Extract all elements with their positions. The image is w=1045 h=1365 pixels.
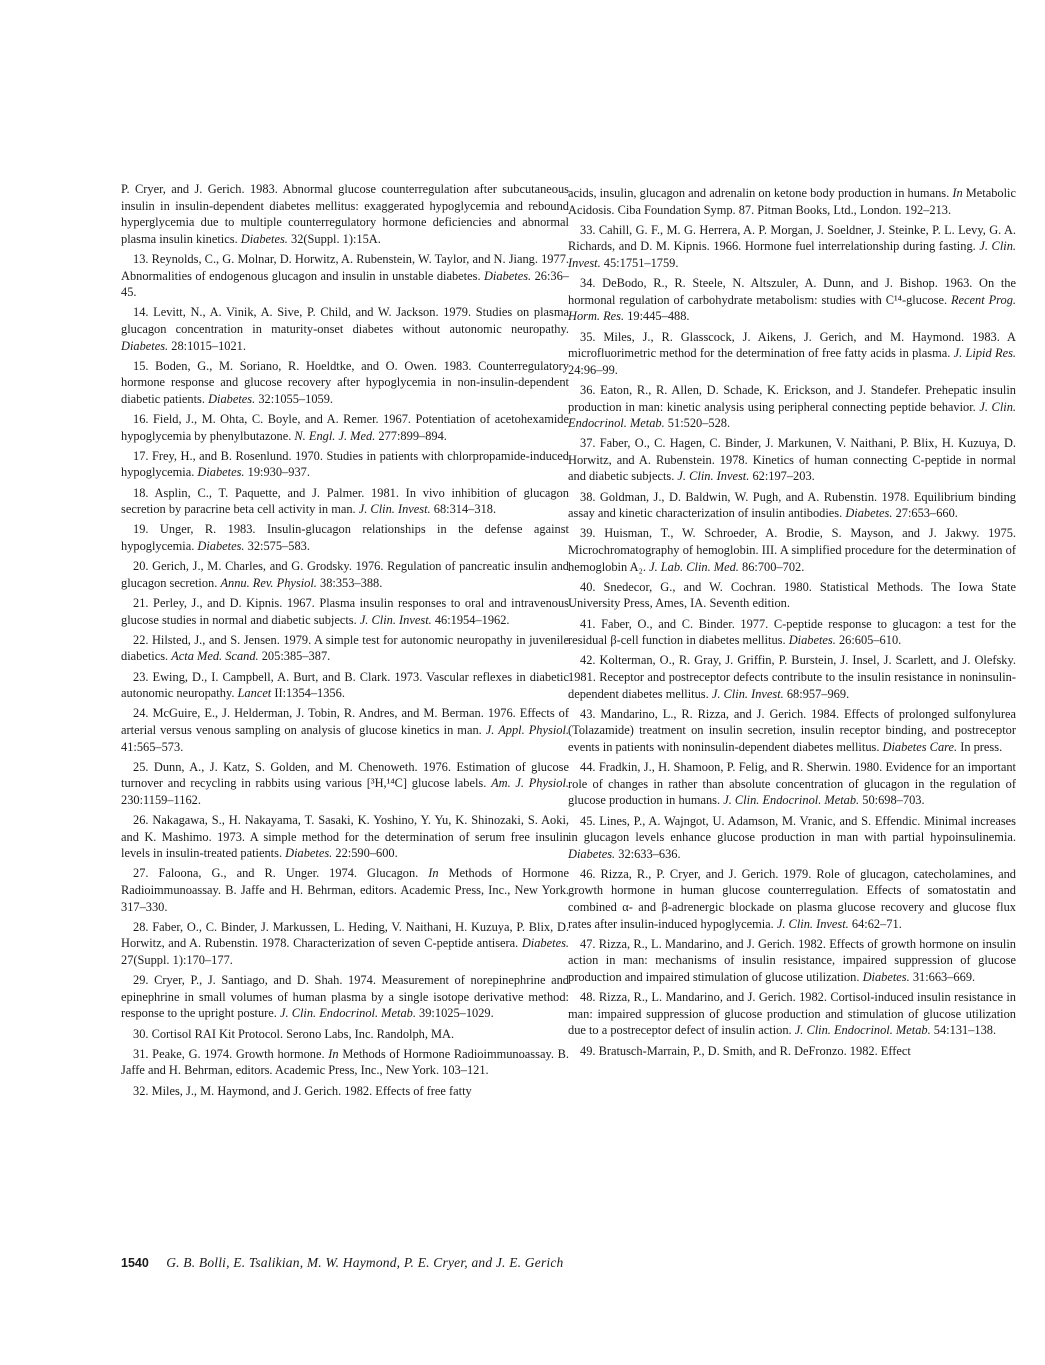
reference-entry: [121, 919, 569, 969]
reference-entry: [121, 669, 569, 702]
reference-text: 50:698–703.: [859, 793, 925, 808]
reference-journal: N. Engl. J. Med.: [294, 428, 376, 443]
reference-text: 48. Rizza, R., L. Mandarino, and J. Gerich. 1982. Cortisol-induced insulin resistance in man: impaired suppression of glucose production and stimulation of glucose utilization due to a postreceptor defect of insulin action.: [568, 990, 1016, 1038]
reference-text: 33. Cahill, G. F., M. G. Herrera, A. P. Morgan, J. Soeldner, J. Steinke, P. L. Levy, G. A. Richards, and D. M. Kipnis. 1966. Hormone fuel interrelationship during fasting.: [568, 222, 1016, 254]
reference-entry: [568, 185, 1016, 218]
reference-text: 29. Cryer, P., J. Santiago, and D. Shah. 1974. Measurement of norepinephrine and epinephrine in small volumes of human plasma by a single isotope derivative method: response to the upright posture.: [121, 973, 569, 1021]
reference-text: 23. Ewing, D., I. Campbell, A. Burt, and B. Clark. 1973. Vascular reflexes in diabetic autonomic neuropathy.: [121, 669, 569, 701]
reference-journal: Acta Med. Scand.: [171, 649, 259, 664]
reference-text: 38:353–388.: [316, 575, 383, 590]
reference-text: 64:62–71.: [848, 916, 902, 931]
reference-entry: [568, 866, 1016, 932]
reference-journal: J. Clin. Invest.: [776, 916, 849, 931]
reference-journal: J. Clin. Endocrinol. Metab.: [280, 1006, 416, 1021]
reference-text: 24:96–99.: [568, 362, 618, 377]
reference-journal: Diabetes.: [845, 506, 893, 521]
reference-text: 36. Eaton, R., R. Allen, D. Schade, K. Erickson, and J. Standefer. Prehepatic insulin production in man: kinetic analysis using peripheral connecting peptide behavior.: [568, 382, 1016, 414]
reference-entry: [568, 759, 1016, 809]
reference-journal: Recent Prog. Horm. Res.: [568, 292, 1016, 324]
reference-text: 49. Bratusch-Marrain, P., D. Smith, and R. DeFronzo. 1982. Effect: [580, 1043, 911, 1058]
reference-journal: Diabetes.: [483, 268, 532, 283]
reference-text: 34. DeBodo, R., R. Steele, N. Altszuler, A. Dunn, and J. Bishop. 1963. On the hormonal regulation of carbohydrate metabolism: studies with C¹⁴-glucose.: [568, 276, 1016, 307]
reference-entry: [568, 382, 1016, 432]
reference-entry: [568, 813, 1016, 863]
reference-journal: J. Lipid Res.: [953, 346, 1016, 361]
reference-entry: [121, 251, 569, 301]
reference-text: 24. McGuire, E., J. Helderman, J. Tobin, R. Andres, and M. Berman. 1976. Effects of arterial versus venous sampling on analysis of glucose kinetics in man.: [121, 706, 569, 737]
reference-text: 68:314–318.: [430, 502, 497, 517]
reference-entry: [121, 1083, 569, 1100]
reference-journal: J. Appl. Physiol.: [485, 722, 569, 737]
reference-text: 32(Suppl. 1):15A.: [287, 231, 381, 246]
reference-text: 14. Levitt, N., A. Vinik, A. Sive, P. Child, and W. Jackson. 1979. Studies on plasma glucagon concentration in maturity-onset diabetes without autonomic neuropathy.: [121, 305, 569, 336]
reference-text: 17. Frey, H., and B. Rosenlund. 1970. Studies in patients with chlorpropamide-induced hypoglycemia.: [121, 448, 569, 480]
reference-journal: Annu. Rev. Physiol.: [220, 575, 317, 590]
reference-text: 40. Snedecor, G., and W. Cochran. 1980. Statistical Methods. The Iowa State University Press, Ames, IA. Seventh edition.: [568, 579, 1016, 611]
reference-text: 32:1055–1059.: [255, 391, 334, 406]
reference-entry: [568, 329, 1016, 379]
reference-entry: [121, 865, 569, 915]
reference-text: 42. Kolterman, O., R. Gray, J. Griffin, P. Burstein, J. Insel, J. Scarlett, and J. Olefsky. 1981. Receptor and postreceptor defects contribute to the insulin resistance in noninsulin-dependent diabetes mellitus.: [568, 653, 1016, 701]
reference-text: 62:197–203.: [749, 469, 815, 484]
reference-text: In press.: [957, 739, 1003, 754]
reference-entry: [568, 616, 1016, 649]
reference-entry: [121, 558, 569, 591]
reference-entry: [568, 579, 1016, 612]
reference-journal: Diabetes.: [240, 231, 288, 246]
reference-column-right: [568, 185, 1016, 1063]
reference-text: 26:605–610.: [835, 633, 902, 648]
reference-journal: In: [428, 866, 439, 881]
reference-journal: Diabetes.: [197, 539, 245, 554]
reference-entry: [121, 448, 569, 481]
reference-text: 45. Lines, P., A. Wajngot, U. Adamson, M. Vranic, and S. Effendic. Minimal increases in glucagon levels enhance glucose production in man with partial hypoinsulinemia.: [568, 813, 1016, 845]
reference-journal: Am. J. Physiol.: [491, 776, 569, 791]
reference-entry: [568, 936, 1016, 986]
reference-journal: J. Clin. Invest.: [359, 612, 432, 627]
reference-text: 22. Hilsted, J., and S. Jensen. 1979. A simple test for autonomic neuropathy in juvenile diabetics.: [121, 632, 569, 664]
reference-journal: Diabetes.: [197, 465, 245, 480]
reference-text: 43. Mandarino, L., R. Rizza, and J. Gerich. 1984. Effects of prolonged sulfonylurea (Tolazamide) treatment on insulin secretion, insulin receptor binding, and postreceptor events in patients with noninsulin-dependent diabetes mellitus.: [568, 706, 1016, 754]
reference-text: Methods of Hormone Radioimmunoassay. B. Jaffe and H. Behrman, editors. Academic Press, Inc., New York. 103–121.: [121, 1046, 569, 1078]
reference-text: 19. Unger, R. 1983. Insulin-glucagon relationships in the defense against hypoglycemia.: [121, 522, 569, 554]
reference-text: P. Cryer, and J. Gerich. 1983. Abnormal glucose counterregulation after subcutaneous insulin in insulin-dependent diabetes mellitus: exaggerated hypoglycemia and rebound hyperglycemia due to multiple counterregulatory hormone deficiencies and abnormal plasma insulin kinetics.: [121, 182, 569, 246]
reference-journal: Diabetes.: [568, 846, 616, 861]
reference-text: 44. Fradkin, J., H. Shamoon, P. Felig, and R. Sherwin. 1980. Evidence for an important role of changes in rather than absolute concentration of glucagon in the regulation of glucose production in humans.: [568, 760, 1016, 808]
reference-entry: [121, 304, 569, 354]
reference-text: 32. Miles, J., M. Haymond, and J. Gerich. 1982. Effects of free fatty: [133, 1083, 472, 1098]
reference-journal: Diabetes.: [208, 391, 256, 406]
reference-text: 13. Reynolds, C., G. Molnar, D. Horwitz, A. Rubenstein, W. Taylor, and N. Jiang. 1977. Abnormalities of endogenous glucagon and insulin in unstable diabetes.: [121, 251, 569, 283]
reference-text: 27. Faloona, G., and R. Unger. 1974. Glucagon.: [133, 866, 429, 881]
reference-journal: J. Clin. Endocrinol. Metab.: [794, 1023, 931, 1038]
reference-text: 26:36–45.: [121, 268, 569, 300]
reference-journal: Diabetes.: [862, 970, 910, 985]
reference-text: 37. Faber, O., C. Hagen, C. Binder, J. Markunen, V. Naithani, P. Blix, H. Kuzuya, D. Horwitz, and A. Rubenstein. 1978. Kinetics of human connecting C-peptide in normal and diabetic subjects.: [568, 436, 1016, 484]
reference-text: 86:700–702.: [738, 559, 805, 574]
reference-text: 46:1954–1962.: [431, 612, 510, 627]
reference-entry: [568, 525, 1016, 575]
reference-column-left: [121, 181, 569, 1103]
reference-text: 28:1015–1021.: [168, 338, 246, 353]
reference-text: 47. Rizza, R., L. Mandarino, and J. Gerich. 1982. Effects of growth hormone on insulin action in man: mechanisms of insulin resistance, impaired suppression of glucose production and impaired stimulation of glucose utilization.: [568, 936, 1016, 985]
reference-entry: [121, 812, 569, 862]
reference-text: 25. Dunn, A., J. Katz, S. Golden, and M. Chenoweth. 1976. Estimation of glucose turnover and recycling in rabbits using various [³H,¹⁴C] glucose labels.: [121, 759, 569, 791]
reference-text: 39:1025–1029.: [415, 1006, 494, 1021]
reference-text: 15. Boden, G., M. Soriano, R. Hoeldtke, and O. Owen. 1983. Counterregulatory hormone response and glucose recovery after hypoglycemia in non-insulin-dependent diabetic patients.: [121, 358, 569, 406]
reference-journal: Diabetes.: [788, 633, 836, 648]
reference-text: 277:899–894.: [375, 428, 447, 443]
reference-text: Methods of Hormone Radioimmunoassay. B. Jaffe and H. Behrman, editors. Academic Press, Inc., New York. 317–330.: [121, 866, 569, 914]
reference-text: 32:633–636.: [615, 846, 681, 861]
reference-entry: [568, 652, 1016, 702]
reference-journal: Diabetes.: [121, 338, 169, 353]
reference-text: 22:590–600.: [332, 846, 398, 861]
reference-text: 19:445–488.: [624, 309, 690, 324]
reference-text: 31. Peake, G. 1974. Growth hormone.: [133, 1046, 329, 1061]
reference-journal: J. Clin. Invest.: [568, 239, 1016, 270]
reference-entry: [121, 1046, 569, 1079]
reference-text: 68:957–969.: [783, 686, 850, 701]
reference-journal: In: [952, 186, 963, 200]
reference-text: 45:1751–1759.: [600, 255, 679, 270]
reference-text: II:1354–1356.: [271, 686, 345, 701]
reference-journal: Lancet: [237, 686, 272, 701]
reference-entry: [121, 705, 569, 755]
reference-text: Metabolic Acidosis. Ciba Foundation Symp. 87. Pitman Books, Ltd., London. 192–213.: [568, 186, 1016, 217]
reference-entry: [568, 706, 1016, 756]
reference-text: 54:131–138.: [930, 1023, 997, 1038]
reference-entry: [568, 435, 1016, 485]
reference-entry: [121, 1026, 569, 1043]
reference-journal: J. Lab. Clin. Med.: [649, 559, 739, 574]
reference-entry: [568, 489, 1016, 522]
reference-journal: J. Clin. Invest.: [711, 686, 784, 701]
reference-entry: [121, 411, 569, 444]
reference-entry: [121, 485, 569, 518]
reference-text: 230:1159–1162.: [121, 792, 201, 807]
reference-entry: [121, 181, 569, 247]
reference-journal: J. Clin. Endocrinol. Metab.: [568, 399, 1016, 431]
reference-text: 27(Suppl. 1):170–177.: [121, 953, 233, 968]
reference-journal: J. Clin. Invest.: [677, 469, 750, 484]
reference-entry: [121, 972, 569, 1022]
page-number: 1540: [121, 1256, 149, 1270]
reference-text: 20. Gerich, J., M. Charles, and G. Grodsky. 1976. Regulation of pancreatic insulin and glucagon secretion.: [121, 559, 569, 590]
reference-text: 26. Nakagawa, S., H. Nakayama, T. Sasaki, K. Yoshino, Y. Yu, K. Shinozaki, S. Aoki, and K. Mashimo. 1973. A simple method for the determination of serum free insulin levels in insulin-treated patients.: [121, 813, 569, 861]
reference-entry: [121, 595, 569, 628]
reference-text: acids, insulin, glucagon and adrenalin on ketone body production in humans.: [568, 186, 953, 200]
reference-journal: J. Clin. Invest.: [358, 502, 431, 517]
reference-entry: [568, 989, 1016, 1039]
reference-text: 38. Goldman, J., D. Baldwin, W. Pugh, and A. Rubenstin. 1978. Equilibrium binding assay and kinetic characterization of insulin antibodies.: [568, 489, 1016, 521]
reference-entry: [121, 759, 569, 809]
reference-text: 31:663–669.: [909, 970, 976, 985]
reference-entry: [121, 521, 569, 554]
reference-text: 39. Huisman, T., W. Schroeder, A. Brodie, S. Mayson, and J. Jakwy. 1975. Microchromatography of hemoglobin. III. A simplified procedure for the determination of hemoglobin A₂.: [568, 526, 1016, 574]
reference-entry: [568, 222, 1016, 272]
reference-journal: Diabetes.: [285, 846, 333, 861]
reference-text: 46. Rizza, R., P. Cryer, and J. Gerich. 1979. Role of glucagon, catecholamines, and growth hormone in human glucose counterregulation. Effects of somatostatin and combined α- and β-adrenergic blockade on plasma glucose recovery and glucose flux rates after insulin-induced hypoglycemia.: [568, 866, 1016, 931]
reference-journal: J. Clin. Endocrinol. Metab.: [723, 793, 860, 808]
reference-journal: Diabetes.: [521, 936, 569, 951]
reference-text: 21. Perley, J., and D. Kipnis. 1967. Plasma insulin responses to oral and intravenous glucose studies in normal and diabetic subjects.: [121, 596, 569, 627]
reference-text: 205:385–387.: [258, 649, 331, 664]
reference-text: 16. Field, J., M. Ohta, C. Boyle, and A. Remer. 1967. Potentiation of acetohexamide hypoglycemia by phenylbutazone.: [121, 412, 569, 443]
reference-text: 35. Miles, J., R. Glasscock, J. Aikens, J. Gerich, and M. Haymond. 1983. A microfluorimetric method for the determination of free fatty acids in plasma.: [568, 329, 1016, 361]
reference-text: 27:653–660.: [892, 506, 958, 521]
reference-text: 32:575–583.: [244, 539, 310, 554]
reference-text: 18. Asplin, C., T. Paquette, and J. Palmer. 1981. In vivo inhibition of glucagon secretion by paracrine beta cell activity in man.: [121, 485, 569, 517]
reference-text: 41. Faber, O., and C. Binder. 1977. C-peptide response to glucagon: a test for the residual β-cell function in diabetes mellitus.: [568, 616, 1016, 648]
reference-text: 19:930–937.: [244, 465, 310, 480]
reference-entry: [121, 358, 569, 408]
reference-text: 30. Cortisol RAI Kit Protocol. Serono Labs, Inc. Randolph, MA.: [133, 1026, 455, 1041]
running-footer-authors: G. B. Bolli, E. Tsalikian, M. W. Haymond, P. E. Cryer, and J. E. Gerich: [166, 1255, 564, 1270]
page-footer: [121, 1255, 564, 1271]
reference-text: 41:565–573.: [121, 739, 184, 754]
reference-journal: Diabetes Care.: [882, 739, 958, 754]
reference-journal: In: [328, 1046, 339, 1061]
reference-entry: [568, 275, 1016, 325]
reference-entry: [568, 1043, 1016, 1060]
reference-entry: [121, 632, 569, 665]
reference-text: 28. Faber, O., C. Binder, J. Markussen, L. Heding, V. Naithani, H. Kuzuya, P. Blix, D. Horwitz, and A. Rubenstin. 1978. Characterization of seven C-peptide antisera.: [121, 919, 569, 951]
reference-text: 51:520–528.: [664, 416, 731, 431]
